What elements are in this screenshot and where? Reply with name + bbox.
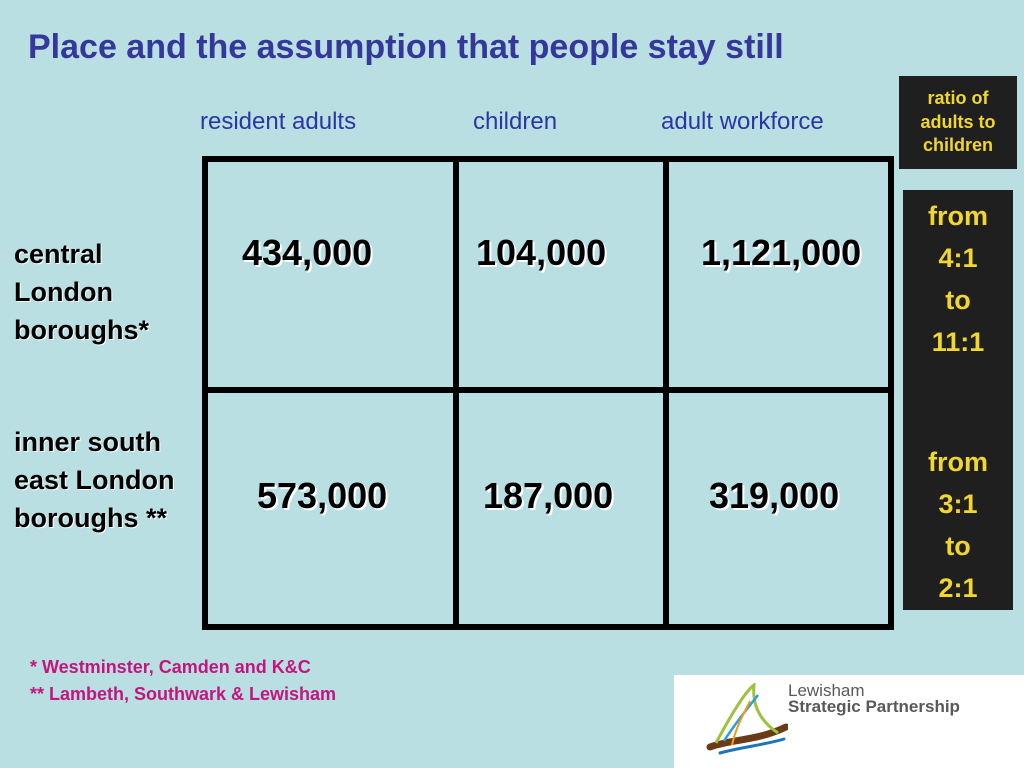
cell-value-inner-children: 187,000 (483, 475, 614, 516)
ratio-line: to (945, 530, 971, 561)
ratio-header-line: ratio of (927, 88, 989, 109)
table-cell (669, 162, 888, 393)
footnotes (30, 654, 336, 708)
ratio-line: 2:1 (938, 572, 978, 603)
ratio-line: from (928, 447, 988, 477)
ratio-box (903, 190, 1013, 610)
row-label-central-london (14, 236, 149, 349)
ratio-line: 3:1 (938, 488, 978, 519)
footnote-central: * Westminster, Camden and K&C (30, 657, 311, 677)
ratio-line: 4:1 (938, 242, 978, 273)
row-label-line: inner south (14, 427, 161, 457)
data-table (202, 156, 894, 630)
ratio-line: from (928, 201, 988, 231)
cell-value-central-resident-adults: 434,000 (242, 232, 373, 273)
table-cell (208, 393, 459, 624)
column-header-resident-adults: resident adults (200, 108, 357, 135)
ratio-header-box (899, 76, 1017, 169)
row-label-line: London (14, 276, 113, 307)
cell-value-central-children: 104,000 (476, 232, 607, 273)
ratio-central-london (903, 196, 1013, 363)
cell-value-inner-resident-adults: 573,000 (257, 475, 388, 516)
footnote-inner: ** Lambeth, Southwark & Lewisham (30, 684, 337, 704)
table-cell (669, 393, 888, 624)
column-header-adult-workforce: adult workforce (661, 108, 824, 135)
row-label-inner-south-east-london (14, 424, 175, 537)
ratio-line: 11:1 (931, 326, 985, 357)
ratio-inner-south-east-london (903, 442, 1013, 609)
row-label-line: boroughs* (14, 314, 149, 345)
ratio-header-line: children (922, 135, 993, 156)
table-cell (459, 393, 669, 624)
row-label-line: east London (14, 464, 175, 495)
cell-value-inner-adult-workforce: 319,000 (709, 475, 840, 516)
column-header-children: children (473, 108, 558, 135)
lewisham-strategic-partnership-logo (674, 675, 1024, 768)
row-label-line: central (14, 239, 103, 269)
partnership-swoosh-icon (702, 683, 788, 761)
ratio-header-line: adults to (920, 111, 996, 132)
ratio-line: to (945, 284, 971, 315)
row-label-line: boroughs ** (14, 502, 167, 533)
cell-value-central-adult-workforce: 1,121,000 (701, 232, 862, 273)
table-cell (208, 162, 459, 393)
slide-title: Place and the assumption that people stay still (28, 28, 784, 66)
logo-text-lewisham: Lewisham (788, 681, 865, 700)
logo-text-strategic-partnership: Strategic Partnership (788, 697, 960, 716)
table-cell (459, 162, 669, 393)
